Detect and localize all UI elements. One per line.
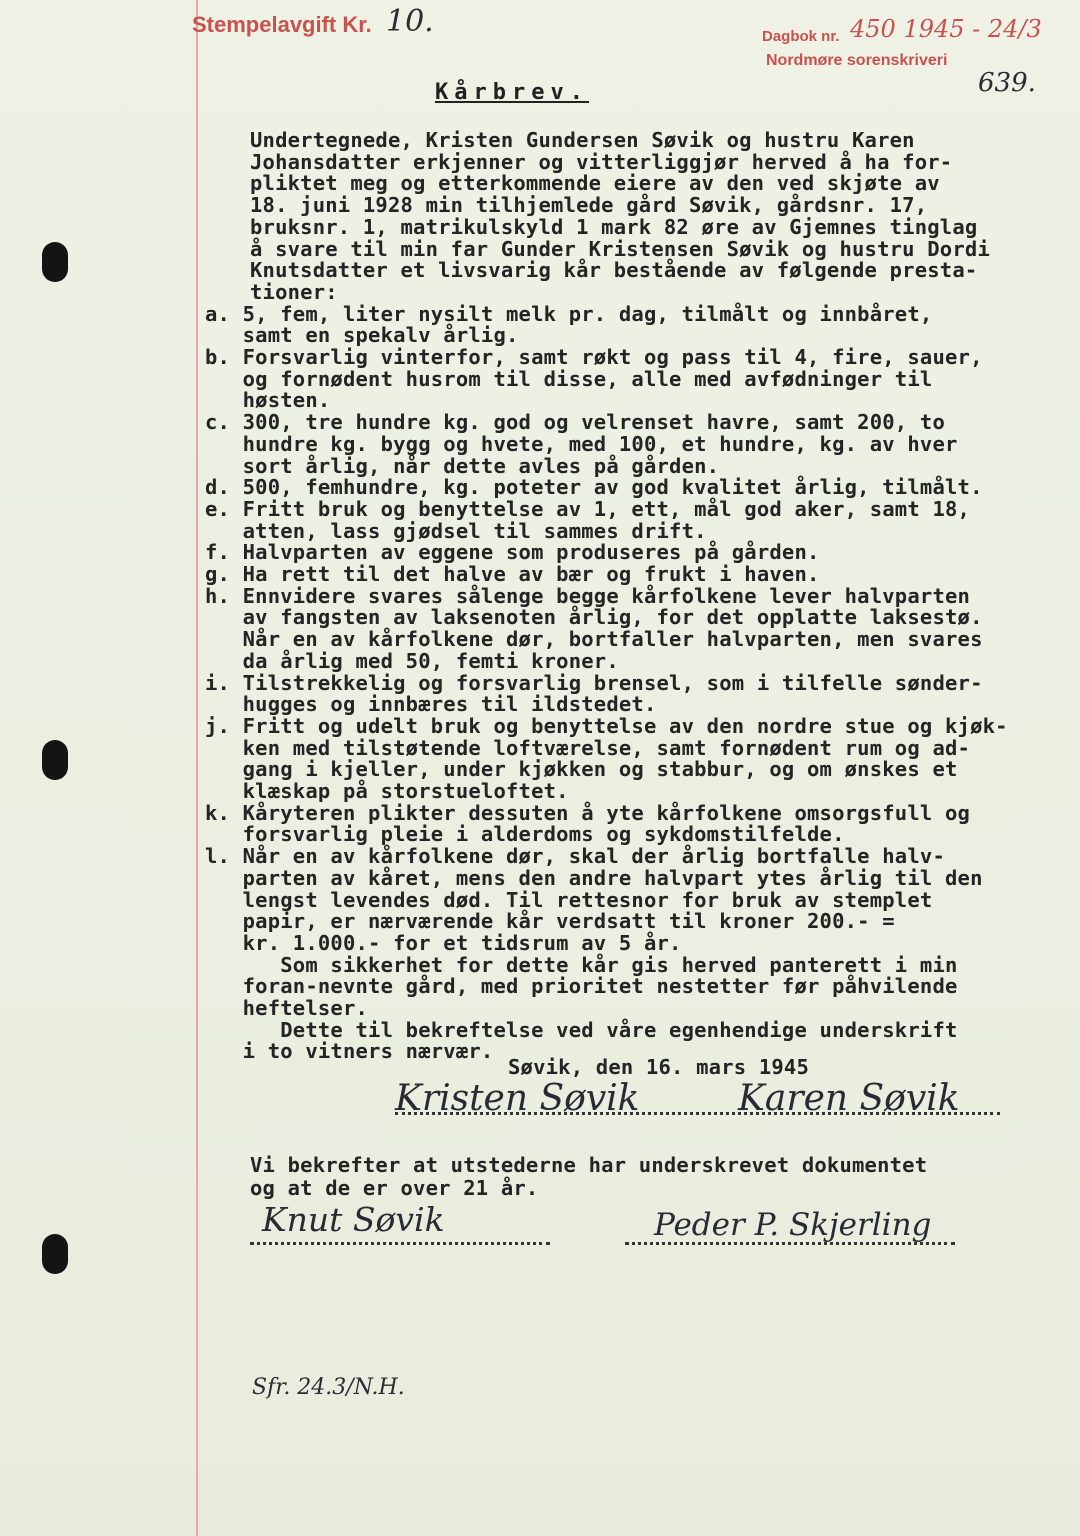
signature-karen: Karen Søvik	[738, 1078, 960, 1119]
body-line: d. 500, femhundre, kg. poteter av god kvalitet årlig, tilmålt.	[205, 475, 983, 500]
folio-number: 639.	[978, 68, 1036, 98]
body-line: parten av kåret, mens den andre halvpart ytes årlig til den	[205, 865, 983, 890]
stamp-fee-amount: 10.	[386, 4, 434, 39]
body-line: foran-nevnte gård, med prioritet nestetter før påhvilende	[205, 974, 958, 999]
body-line: lengst levendes død. Til rettesnor for bruk av stemplet	[205, 887, 933, 912]
witness-statement-2: og at de er over 21 år.	[250, 1176, 539, 1200]
body-line: Knutsdatter et livsvarig kår bestående av følgende presta-	[250, 258, 978, 283]
stamp-fee-label: Stempelavgift Kr.	[192, 12, 372, 37]
body-line: høsten.	[205, 388, 331, 413]
signature-line	[395, 1112, 1000, 1115]
body-line: heftelser.	[205, 996, 369, 1020]
body-line: sort årlig, når dette avles på gården.	[205, 453, 720, 478]
body-line: klæskap på storstueloftet.	[205, 779, 569, 803]
body-line: kr. 1.000.- for et tidsrum av 5 år.	[205, 930, 682, 955]
place-date: Søvik, den 16. mars 1945	[508, 1055, 810, 1079]
body-line: samt en spekalv årlig.	[205, 323, 519, 348]
body-line: f. Halvparten av eggene som produseres på gården.	[205, 540, 820, 565]
body-line: gang i kjeller, under kjøkken og stabbur, og om ønskes et	[205, 757, 958, 782]
body-line: ken med tilstøtende loftværelse, samt fornødent rum og ad-	[205, 735, 971, 760]
signature-witness-1: Knut Søvik	[262, 1200, 445, 1239]
body-line: Som sikkerhet for dette kår gis herved panterett i min	[205, 952, 958, 977]
body-line: j. Fritt og udelt bruk og benyttelse av den nordre stue og kjøk-	[205, 713, 1008, 738]
witness-line-2	[625, 1242, 955, 1245]
body-line: atten, lass gjødsel til sammes drift.	[205, 518, 707, 543]
witness-statement-1: Vi bekrefter at utstederne har underskrevet dokumentet	[250, 1153, 928, 1177]
footer-note: Sfr. 24.3/N.H.	[252, 1375, 405, 1400]
journal-entry: 450 1945 - 24/3	[850, 15, 1042, 43]
body-line: hundre kg. bygg og hvete, med 100, et hundre, kg. av hver	[205, 431, 958, 456]
body-line: k. Kåryteren plikter dessuten å yte kårfolkene omsorgsfull og	[205, 800, 971, 825]
punch-hole-middle	[42, 740, 68, 780]
body-line: b. Forsvarlig vinterfor, samt røkt og pass til 4, fire, sauer,	[205, 345, 983, 369]
document-title: Kårbrev.	[435, 80, 589, 105]
signature-kristen: Kristen Søvik	[395, 1078, 640, 1119]
body-line: 18. juni 1928 min tilhjemlede gård Søvik, gårdsnr. 17,	[250, 193, 928, 218]
journal-label: Dagbok nr.	[762, 28, 840, 45]
body-line: Når en av kårfolkene dør, bortfaller halvparten, men svares	[205, 627, 983, 652]
body-line: da årlig med 50, femti kroner.	[205, 648, 619, 673]
body-line: a. 5, fem, liter nysilt melk pr. dag, tilmålt og innbåret,	[205, 301, 933, 326]
body-line: og fornødent husrom til disse, alle med avfødninger til	[205, 366, 933, 391]
body-line: papir, er nærværende kår verdsatt til kroner 200.- =	[205, 909, 895, 934]
body-line: tioner:	[250, 279, 338, 304]
body-line: å svare til min far Gunder Kristensen Søvik og hustru Dordi	[250, 236, 990, 261]
body-line: pliktet meg og etterkommende eiere av den ved skjøte av	[250, 171, 940, 196]
margin-rule	[196, 0, 198, 1536]
signature-witness-2: Peder P. Skjerling	[654, 1207, 932, 1243]
punch-hole-bottom	[42, 1234, 68, 1274]
body-line: forsvarlig pleie i alderdoms og sykdomstilfelde.	[205, 822, 845, 847]
body-line: h. Ennvidere svares sålenge begge kårfolkene lever halvparten	[205, 583, 971, 608]
witness-line-1	[250, 1242, 550, 1245]
court-office: Nordmøre sorenskriveri	[766, 52, 948, 69]
body-line: e. Fritt bruk og benyttelse av 1, ett, mål god aker, samt 18,	[205, 496, 971, 521]
body-line: g. Ha rett til det halve av bær og frukt i haven.	[205, 562, 820, 586]
body-line: i. Tilstrekkelig og forsvarlig brensel, som i tilfelle sønder-	[205, 670, 983, 695]
body-line: Undertegnede, Kristen Gundersen Søvik og hustru Karen	[250, 128, 915, 152]
punch-hole-top	[42, 242, 68, 282]
body-line: hugges og innbæres til ildstedet.	[205, 692, 657, 717]
body-line: Dette til bekreftelse ved våre egenhendige underskrift	[205, 1017, 958, 1042]
body-line: av fangsten av laksenoten årlig, for det opplatte laksestø.	[205, 605, 983, 630]
body-line: c. 300, tre hundre kg. god og velrenset havre, samt 200, to	[205, 410, 945, 435]
body-line: Johansdatter erkjenner og vitterliggjør herved å ha for-	[250, 149, 953, 174]
body-line: i to vitners nærvær.	[205, 1039, 494, 1064]
body-line: bruksnr. 1, matrikulskyld 1 mark 82 øre av Gjemnes tinglag	[250, 214, 978, 239]
body-line: l. Når en av kårfolkene dør, skal der årlig bortfalle halv-	[205, 844, 945, 869]
